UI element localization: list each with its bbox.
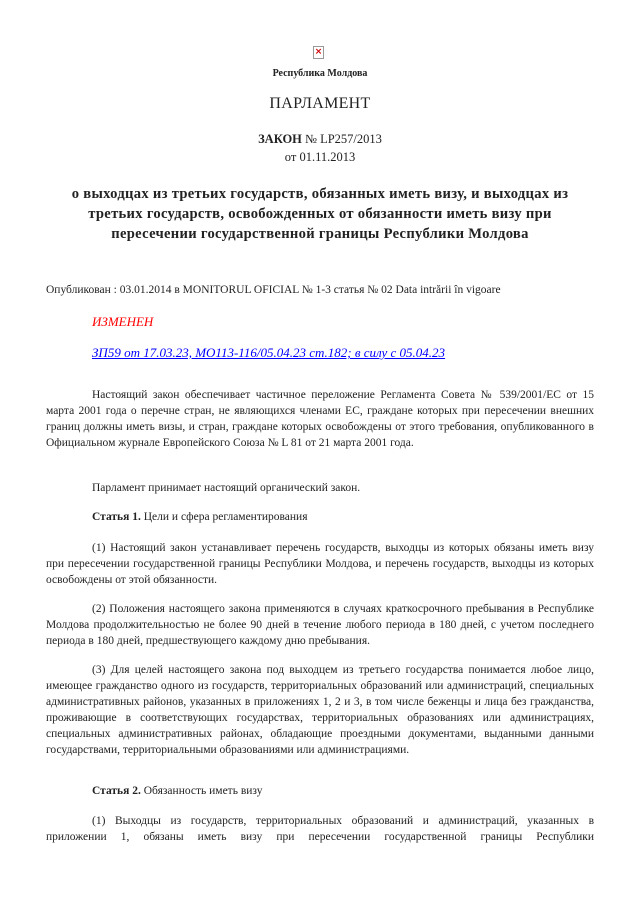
country-name: Республика Молдова	[272, 68, 368, 79]
article-2-heading	[46, 783, 594, 799]
law-title: о выходцах из третьих государств, обязанных иметь визу, и выходцах из третьих государств, освобожденных от обязанности иметь визу при пересечении государственной границы Республики Молдова	[71, 186, 569, 242]
article-1-paragraph-3: (3) Для целей настоящего закона под выходцем из третьего государства понимается любое лицо, имеющее гражданство одного из государств, территориальных образований или администраций, специальных административных районов, указанных в приложениях 1, 2 и 3, в том числе беженцы и лица без гражданства, проживающие в соответствующих государствах, территориальных образованиях или администрациях, специальных административных районах, обладающие проездными документами, выданными данными государствами, территориальными образованиями или администрациями.	[46, 664, 594, 756]
article-1-heading	[46, 509, 594, 525]
article-title: Обязанность иметь визу	[143, 785, 263, 797]
publication-info: Опубликован : 03.01.2014 в MONITORUL OFICIAL № 1-3 статья № 02 Data intrării în vigoare	[46, 284, 501, 296]
law-label: ЗАКОН	[258, 132, 302, 146]
amended-label: ИЗМЕНЕН	[92, 314, 154, 329]
article-1-paragraph-1: (1) Настоящий закон устанавливает перечень государств, выходцы из которых обязаны иметь визу при пересечении государственной границы Республики Молдова, и перечень государств, выходцы из которых освобождены от этой обязанности.	[46, 542, 594, 586]
issuing-body: ПАРЛАМЕНТ	[269, 95, 371, 112]
amendment-link[interactable]: ЗП59 от 17.03.23, MO113-116/05.04.23 ст.182; в силу с 05.04.23	[92, 345, 446, 360]
law-date: от 01.11.2013	[284, 150, 356, 164]
article-1-paragraph-2: (2) Положения настоящего закона применяются в случаях краткосрочного пребывания в Республике Молдова продолжительностью не более 90 дней в течение любого периода в 180 дней, с учетом последнего периода в 180 дней, предшествующего каждому дню пребывания.	[46, 603, 594, 647]
broken-image-icon: ×	[314, 47, 323, 57]
law-header	[0, 130, 640, 166]
article-2-paragraph-1: (1) Выходцы из государств, территориальных образований и администраций, указанных в приложении 1, обязаны иметь визу при пересечении государственной границы Республики	[46, 815, 594, 843]
article-label: Статья 1.	[92, 511, 141, 523]
law-number: № LP257/2013	[305, 132, 382, 146]
article-label: Статья 2.	[92, 785, 141, 797]
preamble: Настоящий закон обеспечивает частичное переложение Регламента Совета № 539/2001/ЕС от 15 марта 2001 года о перечне стран, не являющихся членами ЕС, граждане которых при пересечении внешних границ должны иметь визы, и стран, граждане которых освобождены от этого требования, опубликованного в Официальном журнале Европейского Союза № L 81 от 21 марта 2001 года.	[46, 389, 594, 449]
article-title: Цели и сфера регламентирования	[143, 511, 308, 523]
adoption-statement: Парламент принимает настоящий органический закон.	[92, 482, 361, 494]
